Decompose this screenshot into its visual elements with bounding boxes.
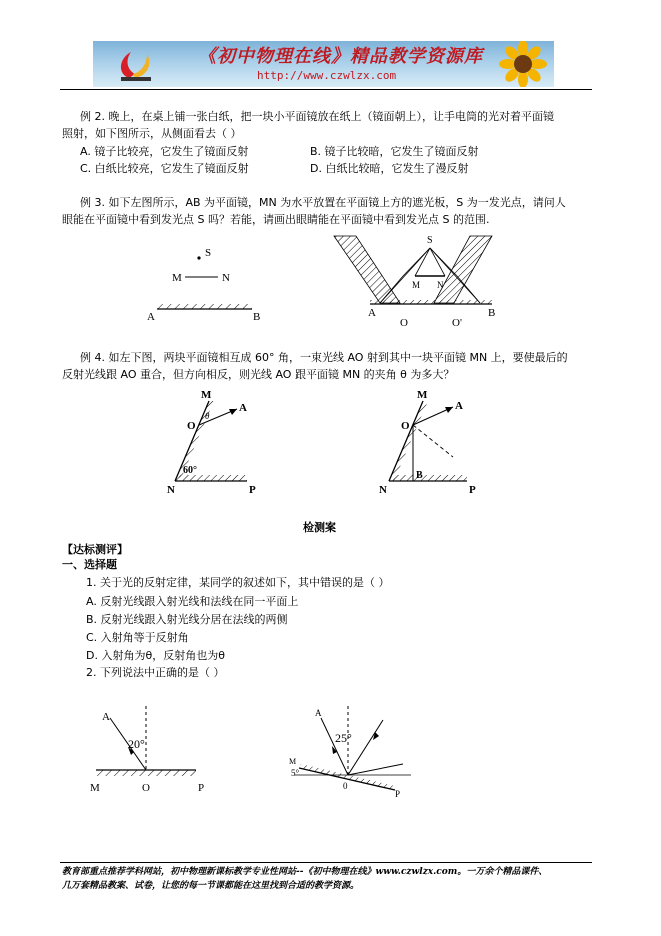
- arrow-head-reflected: [373, 732, 379, 740]
- q1-option-a: A. 反射光线跟入射光线和法线在同一平面上: [86, 595, 299, 608]
- part-heading: 一、选择题: [62, 558, 117, 571]
- q2-stem: 2. 下列说法中正确的是（ ）: [86, 666, 225, 679]
- q2-fig-left: [88, 700, 228, 795]
- ex4-fig-right: [375, 385, 485, 497]
- ex3-fig-right: [330, 228, 500, 330]
- ex2-option-c: C. 白纸比较亮，它发生了镜面反射: [80, 162, 249, 175]
- label-p: P: [198, 782, 205, 794]
- label-b: B: [416, 470, 423, 481]
- ex3-line2: 眼能在平面镜中看到发光点 S 吗？若能，请画出眼睛能在平面镜中看到发光点 S 的范围.: [62, 213, 490, 226]
- label-p: P: [249, 484, 256, 496]
- shadow-left: [334, 236, 400, 303]
- logo-icon: [111, 44, 161, 84]
- mirror-mn-hatch: [389, 401, 428, 481]
- ex4-line2: 反射光线跟 AO 重合，但方向相反，则光线 AO 跟平面镜 MN 的夹角 θ 为多大？: [62, 368, 455, 381]
- q1-option-c: C. 入射角等于反射角: [86, 631, 189, 644]
- label-o: O: [400, 317, 408, 329]
- normal-dashed: [413, 425, 453, 457]
- mirror-np-hatch: [393, 475, 467, 481]
- label-s: S: [427, 235, 433, 246]
- q1-option-b: B. 反射光线跟入射光线分居在法线的两侧: [86, 613, 288, 626]
- footer-line2: 几万套精品教案、试卷，让您的每一节课都能在这里找到合适的教学资源。: [62, 881, 360, 891]
- header-banner: [93, 41, 554, 87]
- sunflower-icon: [493, 41, 554, 87]
- label-a: A: [455, 400, 463, 412]
- label-o: O: [142, 782, 150, 794]
- label-n: N: [167, 484, 175, 496]
- label-theta: θ: [205, 411, 210, 421]
- mirror-mn: [389, 401, 423, 481]
- footer-divider: [60, 862, 592, 863]
- label-m: M: [90, 782, 100, 794]
- label-p: P: [395, 789, 401, 799]
- mirror-hatch: [157, 304, 252, 309]
- label-n: N: [379, 484, 387, 496]
- label-m: M: [172, 272, 182, 284]
- ex2-line1: 例 2. 晚上，在桌上铺一张白纸，把一块小平面镜放在纸上（镜面朝上），让手电筒的光对着平面镜: [80, 110, 554, 123]
- ex2-option-b: B. 镜子比较暗，它发生了镜面反射: [310, 145, 479, 158]
- label-20deg: 20°: [128, 737, 145, 751]
- ex4-fig-left: [165, 385, 265, 497]
- footer-line1: 教育部重点推荐学科网站，初中物理新课标教学专业性网站--《初中物理在线》www.czwlzx.com。一万余个精品课件、: [62, 867, 548, 877]
- point-s: [197, 256, 200, 259]
- label-n: N: [222, 272, 230, 284]
- label-25deg: 25°: [335, 731, 352, 745]
- ray-right: [348, 764, 403, 775]
- label-b: B: [253, 311, 261, 323]
- label-a: A: [315, 708, 322, 718]
- ex2-option-d: D. 白纸比较暗，它发生了漫反射: [310, 162, 469, 175]
- incident-ray: [321, 718, 348, 775]
- label-a: A: [239, 402, 247, 414]
- reflected-ray: [348, 720, 383, 775]
- q1-stem: 1. 关于光的反射定律，某同学的叙述如下，其中错误的是（ ）: [86, 576, 390, 589]
- ex2-line2: 照射，如下图所示，从侧面看去（ ）: [62, 127, 242, 140]
- label-m: M: [417, 389, 428, 401]
- mirror-hatch: [96, 770, 196, 776]
- label-o-prime: O': [452, 317, 462, 329]
- ex3-line1: 例 3. 如下左图所示，AB 为平面镜，MN 为水平放置在平面镜上方的遮光板，S 为一发光点，请问人: [80, 196, 566, 209]
- label-m: M: [289, 757, 297, 766]
- ex3-fig-left: [145, 245, 275, 325]
- label-a: A: [102, 711, 110, 723]
- ex4-line1: 例 4. 如左下图，两块平面镜相互成 60° 角，一束光线 AO 射到其中一块平面镜 MN 上，要使最后的: [80, 351, 568, 364]
- shadow-right: [434, 236, 492, 303]
- header-divider: [60, 89, 592, 90]
- label-a: A: [147, 311, 155, 323]
- label-a: A: [368, 307, 376, 319]
- label-60deg: 60°: [183, 465, 197, 476]
- label-o: O: [187, 420, 196, 432]
- label-o: O: [401, 420, 410, 432]
- label-n: N: [437, 280, 444, 290]
- q2-fig-right: [285, 702, 415, 800]
- banner-url[interactable]: http://www.czwlzx.com: [257, 69, 397, 82]
- label-o: 0: [343, 781, 348, 791]
- section-heading: 【达标测评】: [62, 543, 128, 556]
- banner-title: 《初中物理在线》精品教学资源库: [198, 46, 483, 67]
- label-p: P: [469, 484, 476, 496]
- q1-option-d: D. 入射角为θ，反射角也为θ: [86, 649, 225, 662]
- label-5deg: 5°: [291, 768, 300, 778]
- test-heading: 检测案: [303, 521, 336, 534]
- label-m: M: [412, 280, 421, 290]
- label-s: S: [205, 247, 212, 259]
- ex2-option-a: A. 镜子比较亮，它发生了镜面反射: [80, 145, 249, 158]
- label-b: B: [488, 307, 496, 319]
- label-m: M: [201, 389, 212, 401]
